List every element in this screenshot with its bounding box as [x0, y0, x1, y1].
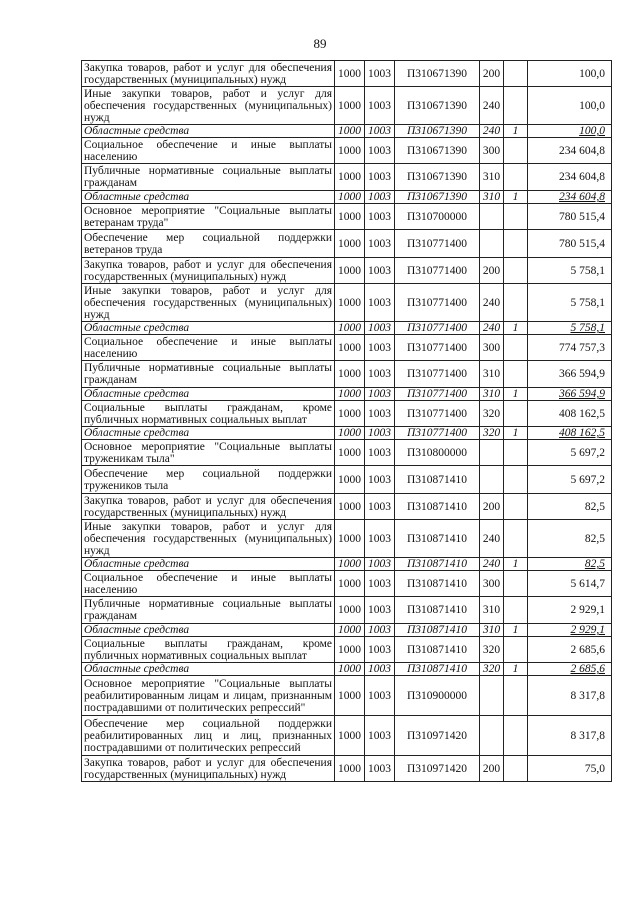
row-name-cell: Обеспечение мер социальной поддержки реабилитированных лиц и лиц, признанных пострадавшими от политических репрессий [82, 716, 335, 756]
section-code-cell: 1003 [365, 637, 395, 663]
funding-source-cell [504, 335, 528, 361]
amount-value: 2 929,1 [570, 624, 605, 636]
section-code-cell: 1003 [365, 61, 395, 87]
funding-source-cell [504, 466, 528, 494]
expense-type-cell: 310 [480, 597, 504, 624]
row-name-cell: Публичные нормативные социальные выплаты гражданам [82, 361, 335, 388]
amount-cell: 5 697,2 [528, 466, 612, 494]
funding-source-cell [504, 571, 528, 597]
regional-funds-row [82, 427, 612, 440]
table-row [82, 520, 612, 558]
regional-funds-row [82, 388, 612, 401]
amount-cell [528, 322, 612, 335]
ministry-code-cell: 1000 [335, 571, 365, 597]
ministry-code-cell: 1000 [335, 335, 365, 361]
expense-type-cell: 320 [480, 637, 504, 663]
ministry-code-cell: 1000 [335, 494, 365, 520]
amount-cell: 780 515,4 [528, 230, 612, 258]
target-article-cell: П310671390 [395, 138, 480, 164]
amount-cell: 5 614,7 [528, 571, 612, 597]
table-row [82, 204, 612, 230]
ministry-code-cell: 1000 [335, 138, 365, 164]
section-code-cell: 1003 [365, 204, 395, 230]
expense-type-cell [480, 204, 504, 230]
section-code-cell: 1003 [365, 258, 395, 284]
section-code-cell: 1003 [365, 322, 395, 335]
ministry-code-cell: 1000 [335, 258, 365, 284]
expense-type-cell [480, 716, 504, 756]
regional-funds-row [82, 191, 612, 204]
ministry-code-cell: 1000 [335, 520, 365, 558]
funding-source-cell [504, 230, 528, 258]
funding-source-cell: 1 [504, 558, 528, 571]
table-row [82, 61, 612, 87]
row-name-cell: Основное мероприятие "Социальные выплаты труженикам тыла" [82, 440, 335, 466]
ministry-code-cell: 1000 [335, 284, 365, 322]
section-code-cell: 1003 [365, 494, 395, 520]
section-code-cell: 1003 [365, 676, 395, 716]
row-name-cell: Публичные нормативные социальные выплаты гражданам [82, 164, 335, 191]
section-code-cell: 1003 [365, 716, 395, 756]
row-name-cell: Областные средства [82, 388, 335, 401]
amount-cell: 100,0 [528, 87, 612, 125]
amount-cell: 774 757,3 [528, 335, 612, 361]
funding-source-cell [504, 61, 528, 87]
funding-source-cell [504, 401, 528, 427]
amount-cell: 100,0 [528, 61, 612, 87]
amount-cell [528, 558, 612, 571]
funding-source-cell [504, 756, 528, 782]
row-name-cell: Иные закупки товаров, работ и услуг для обеспечения государственных (муниципальных) нужд [82, 284, 335, 322]
amount-cell [528, 125, 612, 138]
row-name-cell: Иные закупки товаров, работ и услуг для обеспечения государственных (муниципальных) нужд [82, 520, 335, 558]
amount-cell: 780 515,4 [528, 204, 612, 230]
funding-source-cell: 1 [504, 663, 528, 676]
row-name-cell: Основное мероприятие "Социальные выплаты ветеранам труда" [82, 204, 335, 230]
amount-cell [528, 427, 612, 440]
target-article-cell: П310671390 [395, 87, 480, 125]
table-row [82, 401, 612, 427]
expense-type-cell [480, 440, 504, 466]
amount-cell: 82,5 [528, 520, 612, 558]
funding-source-cell: 1 [504, 388, 528, 401]
amount-value: 2 685,6 [570, 663, 605, 675]
target-article-cell: П310671390 [395, 125, 480, 138]
target-article-cell: П310871410 [395, 520, 480, 558]
section-code-cell: 1003 [365, 164, 395, 191]
page-number: 89 [313, 36, 327, 51]
ministry-code-cell: 1000 [335, 466, 365, 494]
ministry-code-cell: 1000 [335, 624, 365, 637]
expense-type-cell [480, 230, 504, 258]
ministry-code-cell: 1000 [335, 676, 365, 716]
funding-source-cell [504, 676, 528, 716]
funding-source-cell [504, 87, 528, 125]
amount-cell [528, 624, 612, 637]
section-code-cell: 1003 [365, 87, 395, 125]
regional-funds-row [82, 663, 612, 676]
funding-source-cell [504, 258, 528, 284]
target-article-cell: П310771400 [395, 361, 480, 388]
section-code-cell: 1003 [365, 138, 395, 164]
row-name-cell: Обеспечение мер социальной поддержки ветеранов труда [82, 230, 335, 258]
amount-value: 100,0 [579, 125, 605, 137]
funding-source-cell [504, 284, 528, 322]
ministry-code-cell: 1000 [335, 322, 365, 335]
target-article-cell: П310871410 [395, 624, 480, 637]
target-article-cell: П310771400 [395, 284, 480, 322]
row-name-cell: Закупка товаров, работ и услуг для обеспечения государственных (муниципальных) нужд [82, 258, 335, 284]
target-article-cell: П310800000 [395, 440, 480, 466]
target-article-cell: П310871410 [395, 466, 480, 494]
expense-type-cell [480, 676, 504, 716]
expense-type-cell: 310 [480, 624, 504, 637]
target-article-cell: П310971420 [395, 756, 480, 782]
row-name-cell: Областные средства [82, 322, 335, 335]
table-row [82, 230, 612, 258]
section-code-cell: 1003 [365, 284, 395, 322]
target-article-cell: П310771400 [395, 427, 480, 440]
ministry-code-cell: 1000 [335, 427, 365, 440]
table-row [82, 284, 612, 322]
target-article-cell: П310871410 [395, 637, 480, 663]
amount-cell: 2 685,6 [528, 637, 612, 663]
table-row [82, 494, 612, 520]
target-article-cell: П310871410 [395, 597, 480, 624]
section-code-cell: 1003 [365, 571, 395, 597]
section-code-cell: 1003 [365, 427, 395, 440]
row-name-cell: Социальные выплаты гражданам, кроме публичных нормативных социальных выплат [82, 401, 335, 427]
ministry-code-cell: 1000 [335, 191, 365, 204]
funding-source-cell [504, 520, 528, 558]
section-code-cell: 1003 [365, 756, 395, 782]
ministry-code-cell: 1000 [335, 637, 365, 663]
table-row [82, 164, 612, 191]
ministry-code-cell: 1000 [335, 558, 365, 571]
expense-type-cell: 300 [480, 335, 504, 361]
expense-type-cell: 300 [480, 138, 504, 164]
table-row [82, 597, 612, 624]
target-article-cell: П310971420 [395, 716, 480, 756]
amount-cell: 366 594,9 [528, 361, 612, 388]
funding-source-cell: 1 [504, 427, 528, 440]
ministry-code-cell: 1000 [335, 87, 365, 125]
ministry-code-cell: 1000 [335, 204, 365, 230]
budget-table [81, 60, 612, 782]
row-name-cell: Публичные нормативные социальные выплаты гражданам [82, 597, 335, 624]
table-row [82, 637, 612, 663]
row-name-cell: Социальные выплаты гражданам, кроме публичных нормативных социальных выплат [82, 637, 335, 663]
target-article-cell: П310871410 [395, 663, 480, 676]
expense-type-cell: 310 [480, 164, 504, 191]
row-name-cell: Областные средства [82, 624, 335, 637]
funding-source-cell [504, 494, 528, 520]
section-code-cell: 1003 [365, 440, 395, 466]
row-name-cell: Основное мероприятие "Социальные выплаты реабилитированным лицам и лицам, признанным пострадавшими от политических репрессий" [82, 676, 335, 716]
funding-source-cell [504, 597, 528, 624]
amount-cell [528, 388, 612, 401]
amount-cell: 75,0 [528, 756, 612, 782]
target-article-cell: П310671390 [395, 191, 480, 204]
target-article-cell: П310771400 [395, 335, 480, 361]
expense-type-cell: 200 [480, 756, 504, 782]
table-row [82, 138, 612, 164]
ministry-code-cell: 1000 [335, 440, 365, 466]
section-code-cell: 1003 [365, 520, 395, 558]
regional-funds-row [82, 125, 612, 138]
expense-type-cell: 240 [480, 520, 504, 558]
ministry-code-cell: 1000 [335, 597, 365, 624]
ministry-code-cell: 1000 [335, 61, 365, 87]
expense-type-cell: 310 [480, 388, 504, 401]
target-article-cell: П310771400 [395, 401, 480, 427]
target-article-cell: П310771400 [395, 322, 480, 335]
table-row [82, 335, 612, 361]
table-row [82, 361, 612, 388]
target-article-cell: П310671390 [395, 164, 480, 191]
ministry-code-cell: 1000 [335, 125, 365, 138]
row-name-cell: Закупка товаров, работ и услуг для обеспечения государственных (муниципальных) нужд [82, 756, 335, 782]
row-name-cell: Закупка товаров, работ и услуг для обеспечения государственных (муниципальных) нужд [82, 61, 335, 87]
regional-funds-row [82, 322, 612, 335]
expense-type-cell: 240 [480, 125, 504, 138]
table-row [82, 756, 612, 782]
amount-cell [528, 663, 612, 676]
section-code-cell: 1003 [365, 401, 395, 427]
amount-cell: 234 604,8 [528, 164, 612, 191]
amount-cell: 2 929,1 [528, 597, 612, 624]
target-article-cell: П310700000 [395, 204, 480, 230]
funding-source-cell: 1 [504, 322, 528, 335]
amount-value: 366 594,9 [559, 388, 605, 400]
funding-source-cell: 1 [504, 125, 528, 138]
amount-cell: 8 317,8 [528, 676, 612, 716]
table-row [82, 466, 612, 494]
funding-source-cell [504, 716, 528, 756]
expense-type-cell: 200 [480, 258, 504, 284]
funding-source-cell [504, 138, 528, 164]
target-article-cell: П310771400 [395, 388, 480, 401]
row-name-cell: Социальное обеспечение и иные выплаты населению [82, 335, 335, 361]
target-article-cell: П310871410 [395, 571, 480, 597]
target-article-cell: П310871410 [395, 494, 480, 520]
funding-source-cell [504, 440, 528, 466]
section-code-cell: 1003 [365, 335, 395, 361]
amount-value: 5 758,1 [570, 322, 605, 334]
ministry-code-cell: 1000 [335, 388, 365, 401]
amount-cell: 5 758,1 [528, 258, 612, 284]
section-code-cell: 1003 [365, 361, 395, 388]
section-code-cell: 1003 [365, 597, 395, 624]
expense-type-cell: 320 [480, 401, 504, 427]
row-name-cell: Областные средства [82, 558, 335, 571]
target-article-cell: П310871410 [395, 558, 480, 571]
section-code-cell: 1003 [365, 191, 395, 204]
amount-cell: 408 162,5 [528, 401, 612, 427]
target-article-cell: П310671390 [395, 61, 480, 87]
amount-cell: 8 317,8 [528, 716, 612, 756]
ministry-code-cell: 1000 [335, 756, 365, 782]
table-row [82, 87, 612, 125]
amount-cell: 82,5 [528, 494, 612, 520]
row-name-cell: Иные закупки товаров, работ и услуг для обеспечения государственных (муниципальных) нужд [82, 87, 335, 125]
expense-type-cell: 200 [480, 494, 504, 520]
expense-type-cell: 240 [480, 284, 504, 322]
table-body [82, 61, 612, 782]
funding-source-cell: 1 [504, 624, 528, 637]
amount-cell: 234 604,8 [528, 138, 612, 164]
row-name-cell: Социальное обеспечение и иные выплаты населению [82, 138, 335, 164]
section-code-cell: 1003 [365, 125, 395, 138]
target-article-cell: П310771400 [395, 230, 480, 258]
funding-source-cell [504, 361, 528, 388]
amount-value: 234 604,8 [559, 191, 605, 203]
expense-type-cell: 320 [480, 663, 504, 676]
amount-cell: 5 697,2 [528, 440, 612, 466]
amount-value: 82,5 [584, 558, 605, 570]
section-code-cell: 1003 [365, 388, 395, 401]
ministry-code-cell: 1000 [335, 401, 365, 427]
ministry-code-cell: 1000 [335, 663, 365, 676]
amount-cell [528, 191, 612, 204]
ministry-code-cell: 1000 [335, 716, 365, 756]
expense-type-cell: 310 [480, 191, 504, 204]
row-name-cell: Обеспечение мер социальной поддержки тружеников тыла [82, 466, 335, 494]
section-code-cell: 1003 [365, 624, 395, 637]
section-code-cell: 1003 [365, 466, 395, 494]
regional-funds-row [82, 624, 612, 637]
section-code-cell: 1003 [365, 558, 395, 571]
ministry-code-cell: 1000 [335, 230, 365, 258]
table-row [82, 571, 612, 597]
row-name-cell: Социальное обеспечение и иные выплаты населению [82, 571, 335, 597]
target-article-cell: П310771400 [395, 258, 480, 284]
amount-cell: 5 758,1 [528, 284, 612, 322]
section-code-cell: 1003 [365, 663, 395, 676]
table-row [82, 716, 612, 756]
funding-source-cell [504, 637, 528, 663]
row-name-cell: Областные средства [82, 427, 335, 440]
table-row [82, 440, 612, 466]
expense-type-cell: 240 [480, 87, 504, 125]
ministry-code-cell: 1000 [335, 164, 365, 191]
amount-value: 408 162,5 [559, 427, 605, 439]
section-code-cell: 1003 [365, 230, 395, 258]
expense-type-cell: 240 [480, 322, 504, 335]
target-article-cell: П310900000 [395, 676, 480, 716]
table-row [82, 258, 612, 284]
row-name-cell: Областные средства [82, 663, 335, 676]
row-name-cell: Областные средства [82, 191, 335, 204]
ministry-code-cell: 1000 [335, 361, 365, 388]
expense-type-cell: 300 [480, 571, 504, 597]
funding-source-cell [504, 204, 528, 230]
funding-source-cell [504, 164, 528, 191]
row-name-cell: Областные средства [82, 125, 335, 138]
expense-type-cell: 200 [480, 61, 504, 87]
expense-type-cell: 310 [480, 361, 504, 388]
expense-type-cell [480, 466, 504, 494]
expense-type-cell: 320 [480, 427, 504, 440]
row-name-cell: Закупка товаров, работ и услуг для обеспечения государственных (муниципальных) нужд [82, 494, 335, 520]
table-row [82, 676, 612, 716]
expense-type-cell: 240 [480, 558, 504, 571]
funding-source-cell: 1 [504, 191, 528, 204]
regional-funds-row [82, 558, 612, 571]
